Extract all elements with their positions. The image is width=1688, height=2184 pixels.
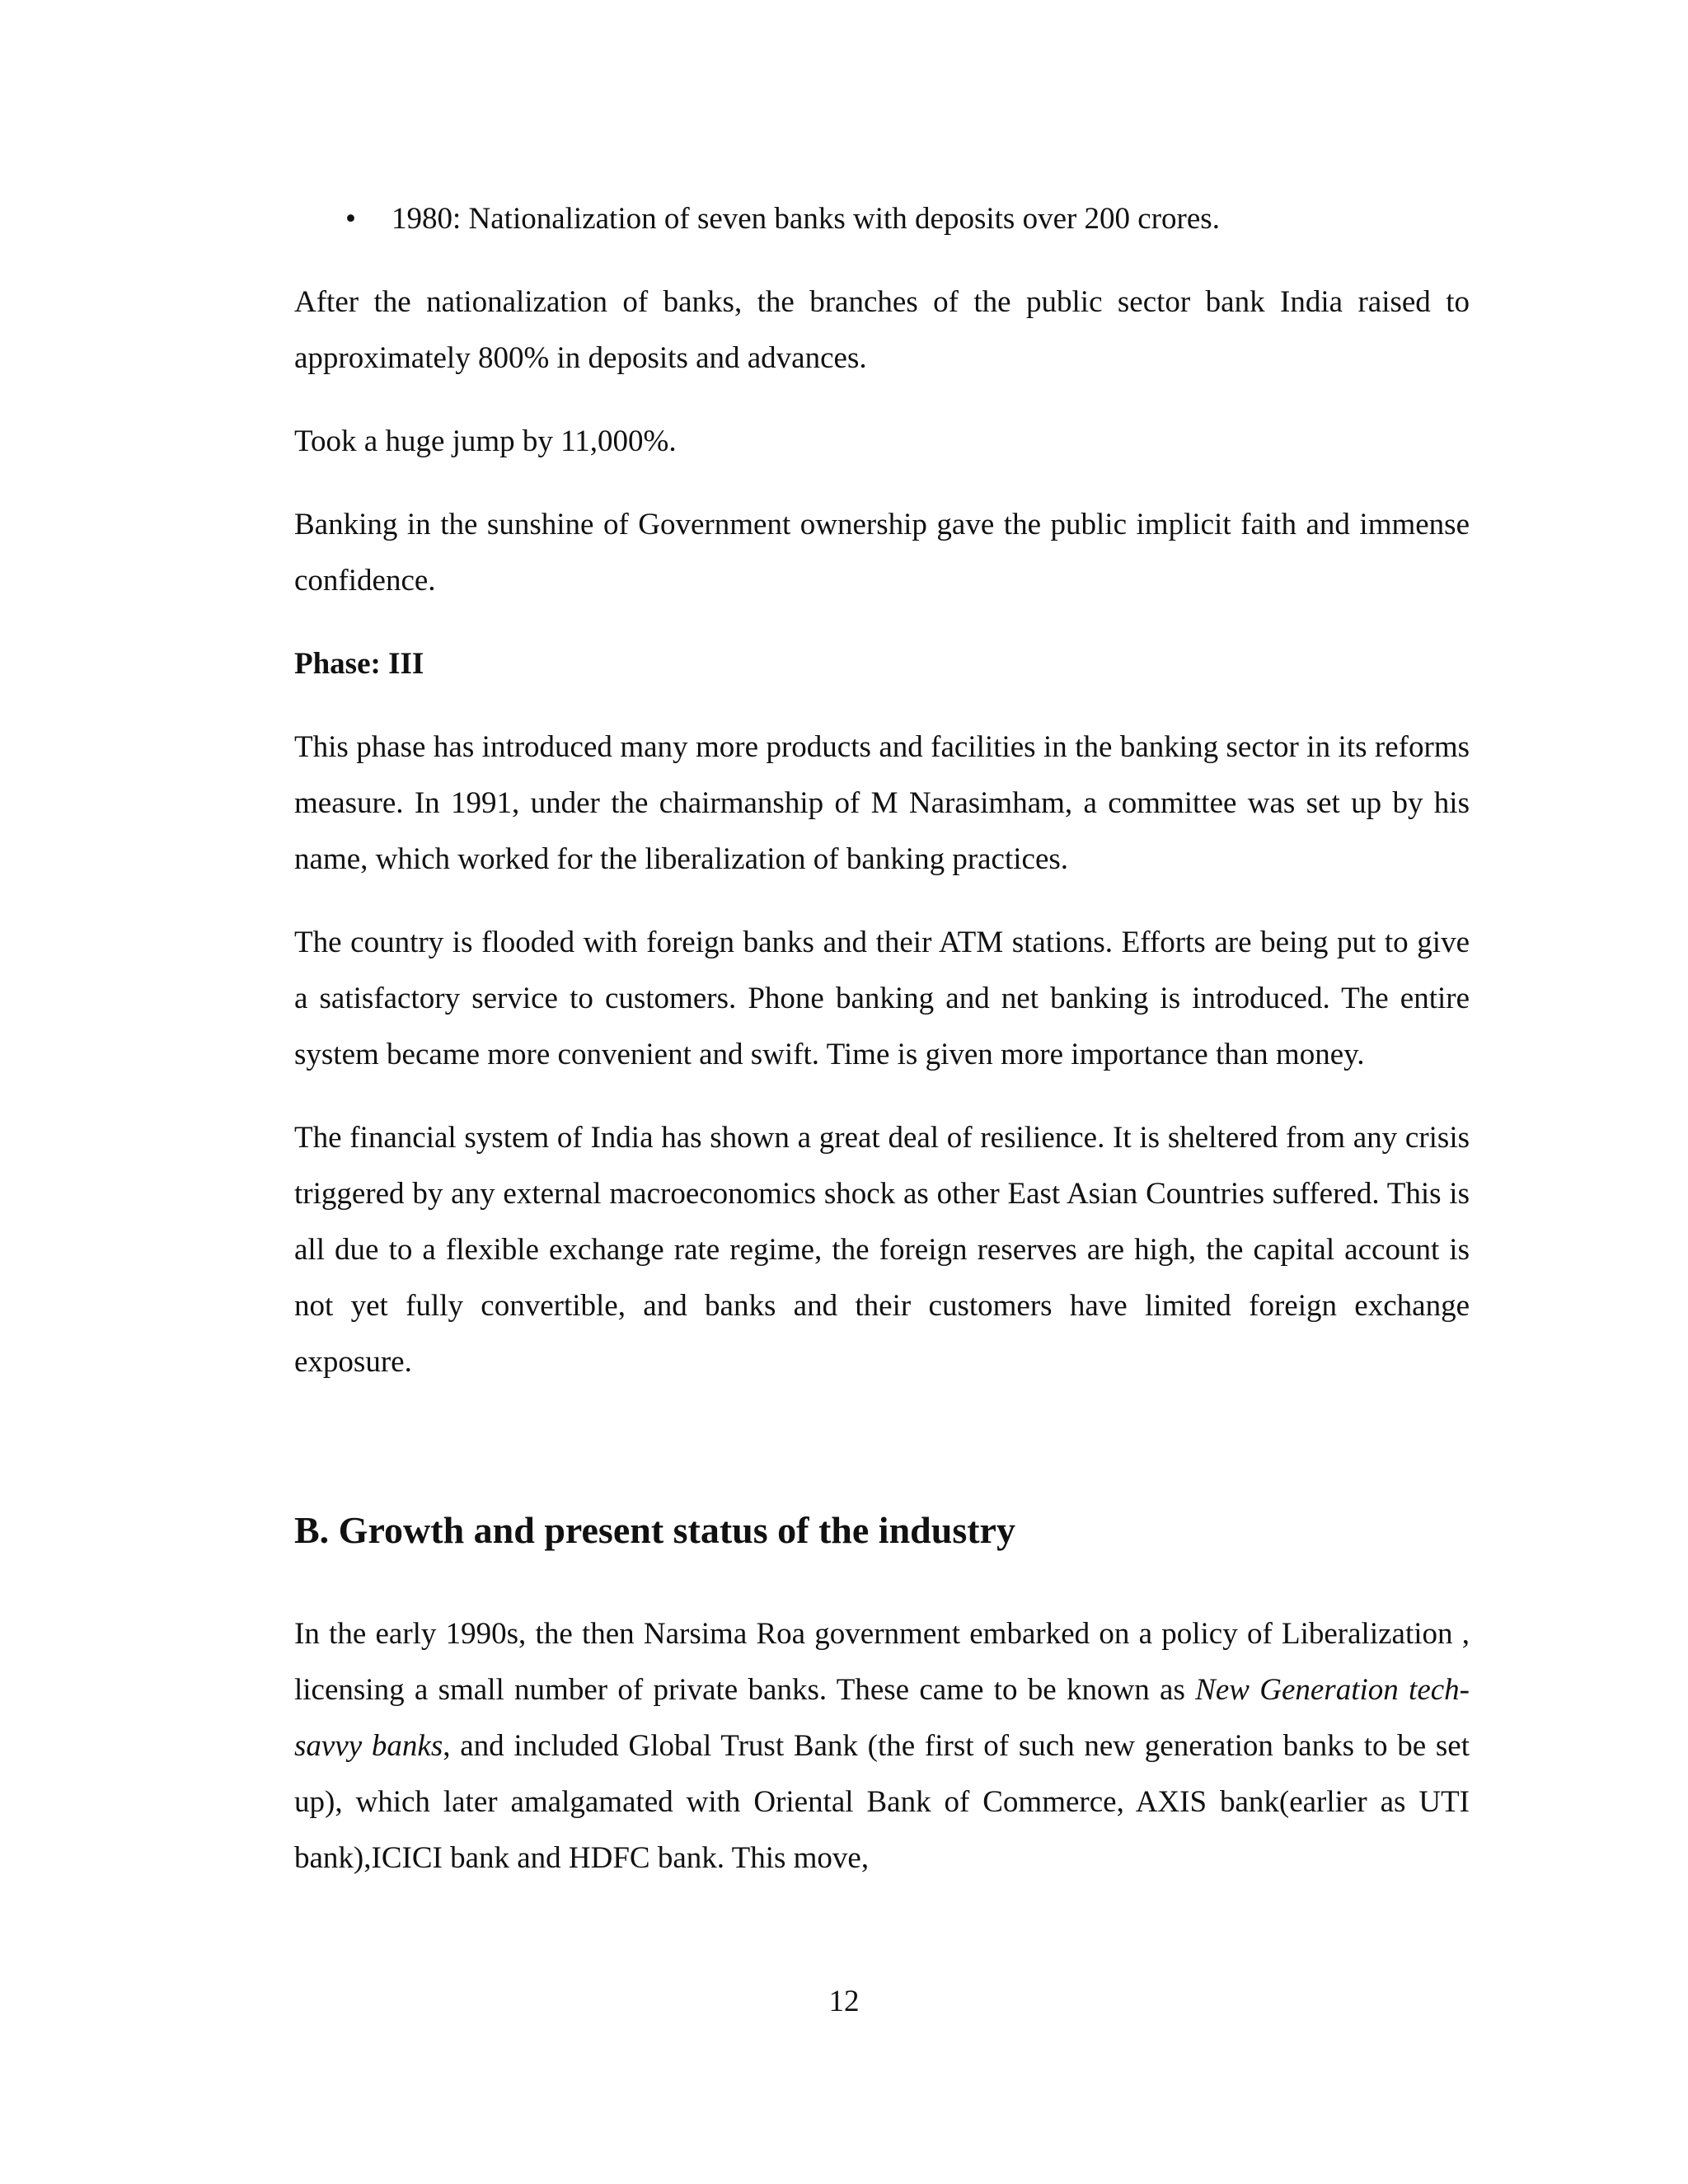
bullet-text: 1980: Nationalization of seven banks with deposits over 200 crores. [392, 202, 1220, 236]
paragraph-foreign-banks: The country is flooded with foreign banks and their ATM stations. Efforts are being put to give a satisfactory service to customers. Phone banking and net banking is introduced. The entire system became more convenient and swift. Time is given more importance than money. [294, 926, 1470, 1071]
growth-text-part2: , and included Global Trust Bank (the first of such new generation banks to be set up), which later amalgamated with Oriental Bank of Commerce, AXIS bank(earlier as UTI bank),ICICI bank and HDFC bank. This move, [294, 1729, 1470, 1875]
bullet-item [294, 191, 1470, 247]
paragraph-nationalization-growth: After the nationalization of banks, the branches of the public sector bank India raised to approximately 800% in deposits and advances. [294, 285, 1470, 375]
paragraph-government-ownership: Banking in the sunshine of Government ownership gave the public implicit faith and immense confidence. [294, 508, 1470, 598]
section-heading: B. Growth and present status of the industry [294, 1509, 1015, 1551]
page-content [294, 191, 1470, 1914]
paragraph-huge-jump: Took a huge jump by 11,000%. [294, 424, 677, 458]
growth-text-italic: New Generation tech-savvy banks [294, 1673, 1470, 1763]
paragraph-financial-resilience: The financial system of India has shown a great deal of resilience. It is sheltered from any crisis triggered by any external macroeconomics shock as other East Asian Countries suffered. This is all due to a flexible exchange rate regime, the foreign reserves are high, the capital account is not yet fully convertible, and banks and their customers have limited foreign exchange exposure. [294, 1121, 1470, 1379]
growth-text-part1: In the early 1990s, the then Narsima Roa government embarked on a policy of Liberalization , licensing a small number of private banks. These came to be known as [294, 1617, 1470, 1707]
phase-heading: Phase: III [294, 647, 424, 681]
page-number: 12 [828, 1985, 860, 2018]
bullet-dot-icon: • [345, 202, 356, 236]
paragraph-phase-reforms: This phase has introduced many more products and facilities in the banking sector in its reforms measure. In 1991, under the chairmanship of M Narasimham, a committee was set up by his name, which worked for the liberalization of banking practices. [294, 730, 1470, 876]
paragraph-growth-status [294, 1606, 1470, 1886]
